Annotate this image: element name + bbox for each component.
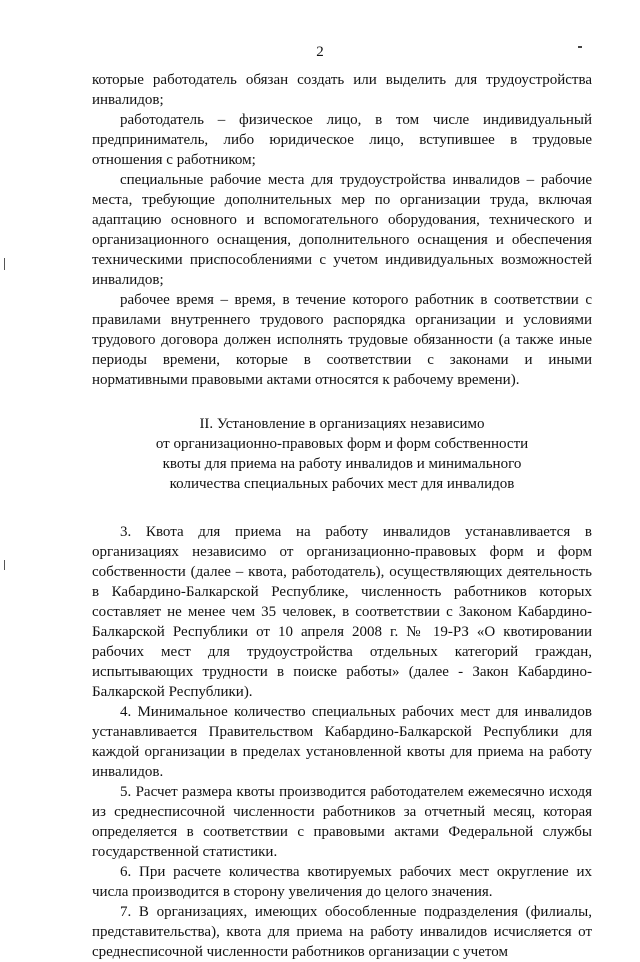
scan-artifact <box>578 46 582 48</box>
clause-3: 3. Квота для приема на работу инвалидов устанавливается в организациях независимо от организационно-правовых форм и форм собственности (далее – квота, работодатель), осуществляющих деятельность в Кабардино-Балкарской Республике, численность работников которых составляет не менее чем 35 человек, в соответствии с Законом Кабардино-Балкарской Республики от 10 апреля 2008 г. № 19-РЗ «О квотировании рабочих мест для трудоустройства отдельных категорий граждан, испытывающих трудности в поиске работы» (далее - Закон Кабардино-Балкарской Республики). <box>92 524 592 700</box>
section-heading-line: квоты для приема на работу инвалидов и минимального <box>162 456 522 472</box>
section-heading-line: от организационно-правовых форм и форм собственности <box>155 436 529 452</box>
document-body <box>92 70 592 962</box>
clause-7: 7. В организациях, имеющих обособленные подразделения (филиалы, представительства), квота для приема на работу инвалидов исчисляется от среднесписочной численности работников организации с учетом <box>92 904 592 960</box>
section-heading <box>92 414 592 494</box>
scan-artifact <box>4 258 5 270</box>
section-heading-line: количества специальных рабочих мест для инвалидов <box>169 476 515 492</box>
definitions-block <box>92 70 592 390</box>
clause-4: 4. Минимальное количество специальных рабочих мест для инвалидов устанавливается Правительством Кабардино-Балкарской Республики для каждой организации в пределах установленной квоты для приема на работу инвалидов. <box>92 704 592 780</box>
section-heading-line: II. Установление в организациях независимо <box>199 416 485 432</box>
paragraph: которые работодатель обязан создать или выделить для трудоустройства инвалидов; <box>92 72 592 108</box>
scan-artifact <box>4 560 5 570</box>
clause-6: 6. При расчете количества квотируемых рабочих мест округление их числа производится в сторону увеличения до целого значения. <box>92 864 592 900</box>
paragraph: рабочее время – время, в течение которого работник в соответствии с правилами внутреннего трудового распорядка организации и условиями трудового договора должен исполнять трудовые обязанности (а также иные периоды времени, которые в соответствии с законами и иными нормативными правовыми актами относятся к рабочему времени). <box>92 292 592 388</box>
page-number: 2 <box>316 44 324 60</box>
paragraph: работодатель – физическое лицо, в том числе индивидуальный предприниматель, либо юридическое лицо, вступившее в трудовые отношения с работником; <box>92 112 592 168</box>
paragraph: специальные рабочие места для трудоустройства инвалидов – рабочие места, требующие дополнительных мер по организации труда, включая адаптацию основного и вспомогательного оборудования, технического и организационного оснащения, дополнительного оснащения и обеспечения техническими приспособлениями с учетом индивидуальных возможностей инвалидов; <box>92 172 592 288</box>
clause-5: 5. Расчет размера квоты производится работодателем ежемесячно исходя из среднесписочной численности работников за отчетный месяц, которая определяется в соответствии с правовыми актами Федеральной службы государственной статистики. <box>92 784 592 860</box>
numbered-clauses <box>92 522 592 962</box>
